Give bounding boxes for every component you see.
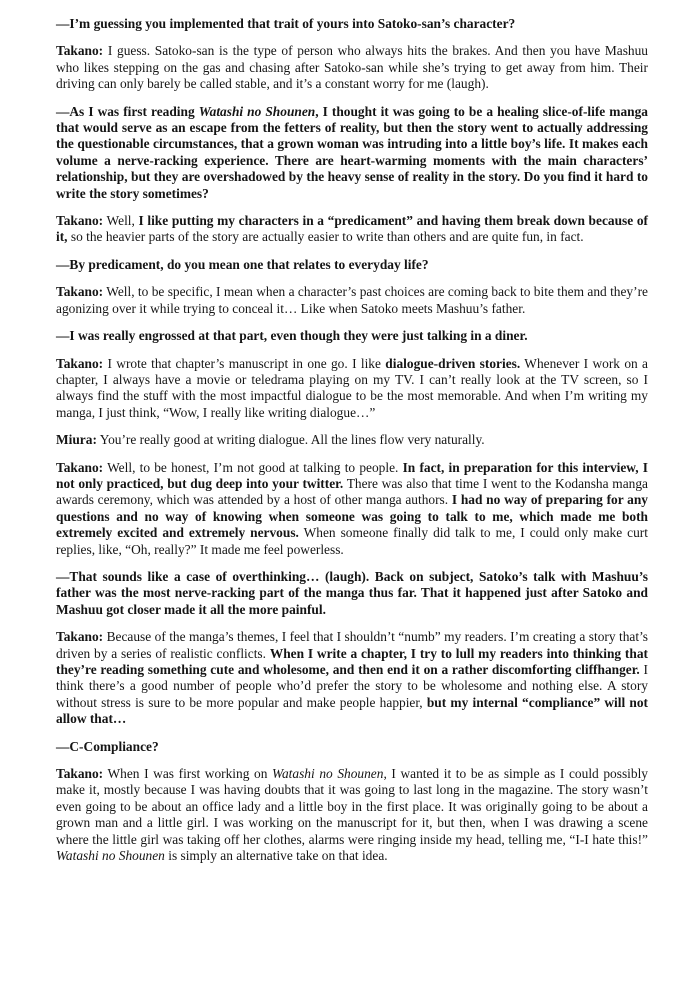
- speaker-paragraph: [56, 213, 648, 246]
- speaker-paragraph: [56, 766, 648, 864]
- text-segment: —I was really engrossed at that part, even though they were just talking in a diner.: [56, 328, 528, 344]
- text-segment: so the heavier parts of the story are actually easier to write than others and are quite fun, in fact.: [67, 229, 584, 245]
- text-segment: When I write a chapter, I try to lull my readers into thinking that they’re reading something cute and wholesome, and then end it on a rather discomforting cliffhanger.: [56, 645, 648, 677]
- speaker-label: Takano:: [56, 284, 104, 300]
- interviewer-question: [56, 569, 648, 618]
- text-segment: , I thought it was going to be a healing slice-of-life manga that would serve as an escape from the fetters of reality, but then the story went to actually addressing the questionable circumstances, that a grown woman was intruding into a little boy’s life. It makes each volume a nerve-racking experience. There are heart-warming moments with the main characters’ relationship, but they are overshadowed by the heavy sense of reality in the story. Do you find it hard to write the story sometimes?: [56, 103, 648, 201]
- speaker-paragraph: [56, 43, 648, 92]
- text-segment: , I wanted it to be as simple as I could possibly make it, mostly because I was having doubts that it was going to last long in the magazine. The story wasn’t even going to be about an office lady and a little boy in the first place. It was originally going to be about a grown man and a little girl. I was working on the manuscript for it, but then, when I was drawing a scene where the little girl was taking off her clothes, alarms were ringing inside my head, telling me, “I-I hate this!”: [56, 766, 648, 847]
- text-segment: Well, to be specific, I mean when a character’s past choices are coming back to bite them and they’re agonizing over it while trying to conceal it… Like when Satoko meets Mashuu’s father.: [56, 284, 648, 316]
- speaker-label: Takano:: [56, 43, 104, 59]
- text-segment: You’re really good at writing dialogue. All the lines flow very naturally.: [96, 432, 485, 448]
- interviewer-question: [56, 104, 648, 202]
- interviewer-question: [56, 328, 648, 344]
- manga-title-text: Watashi no Shounen: [56, 848, 165, 864]
- text-segment: I think there’s a good number of people who’d prefer the story to be wholesome and nothing else. A story without stress is sure to be more popular and make people happier,: [56, 662, 648, 710]
- speaker-label: Takano:: [56, 459, 104, 475]
- speaker-label: Takano:: [56, 213, 104, 229]
- text-segment: dialogue-driven stories.: [385, 355, 521, 371]
- speaker-paragraph: [56, 629, 648, 727]
- interviewer-question: [56, 739, 648, 755]
- interviewer-question: [56, 16, 648, 32]
- text-segment: I like putting my characters in a “predicament” and having them break down because of it,: [56, 213, 648, 245]
- text-segment: When I was first working on: [103, 766, 273, 782]
- text-segment: Well, to be honest, I’m not good at talking to people.: [103, 459, 403, 475]
- text-segment: I wrote that chapter’s manuscript in one go. I like: [103, 355, 386, 371]
- text-segment: In fact, in preparation for this interview, I not only practiced, but dug deep into your twitter.: [56, 459, 648, 491]
- speaker-paragraph: [56, 432, 648, 448]
- speaker-label: Miura:: [56, 432, 97, 448]
- interview-body: [56, 16, 648, 864]
- text-segment: —I’m guessing you implemented that trait of yours into Satoko-san’s character?: [56, 16, 516, 31]
- text-segment: There was also that time I went to the Kodansha manga awards ceremony, which was attended by a host of other manga authors.: [56, 475, 648, 508]
- text-segment: —As I was first reading: [56, 103, 199, 119]
- interviewer-question: [56, 257, 648, 273]
- text-segment: I guess. Satoko-san is the type of person who always hits the brakes. And then you have Mashuu who likes stepping on the gas and chasing after Satoko-san while she’s trying to get away from him. Their driving can only barely be called stable, and it’s a constant worry for me (laugh).: [56, 43, 648, 92]
- text-segment: I had no way of preparing for any questions and no way of knowing when someone was going to talk to me, which made me both extremely excited and extremely nervous.: [56, 492, 649, 541]
- text-segment: Well,: [103, 213, 139, 229]
- text-segment: —C-Compliance?: [56, 738, 159, 754]
- text-segment: is simply an alternative take on that idea.: [164, 848, 388, 864]
- speaker-label: Takano:: [56, 766, 104, 782]
- speaker-label: Takano:: [56, 629, 104, 645]
- speaker-paragraph: [56, 356, 648, 422]
- speaker-label: Takano:: [56, 355, 104, 371]
- text-segment: —By predicament, do you mean one that relates to everyday life?: [56, 256, 429, 272]
- text-segment: but my internal “compliance” will not allow that…: [56, 694, 649, 727]
- speaker-paragraph: [56, 460, 648, 558]
- speaker-paragraph: [56, 284, 648, 317]
- text-segment: —That sounds like a case of overthinking… (laugh). Back on subject, Satoko’s talk with Mashuu’s father was the most nerve-racking part of the manga thus far. That it happened just after Satoko and Mashuu got closer made it all the more painful.: [56, 568, 648, 617]
- manga-title-text: Watashi no Shounen: [198, 103, 316, 119]
- manga-title-text: Watashi no Shounen: [272, 766, 384, 782]
- text-segment: When someone finally did talk to me, I could only make curt replies, like, “Oh, really?” It made me feel powerless.: [56, 525, 648, 557]
- text-segment: Because of the manga’s themes, I feel that I shouldn’t “numb” my readers. I’m creating a story that’s driven by a series of realistic conflicts.: [56, 629, 648, 661]
- text-segment: Whenever I work on a chapter, I always have a movie or teledrama playing on my TV. I can’t really look at the TV screen, so I always find the stuff with the most impactful dialogue to be the most memorable. And when I’m writing my manga, I just think, “Wow, I really like writing dialogue…”: [56, 355, 648, 420]
